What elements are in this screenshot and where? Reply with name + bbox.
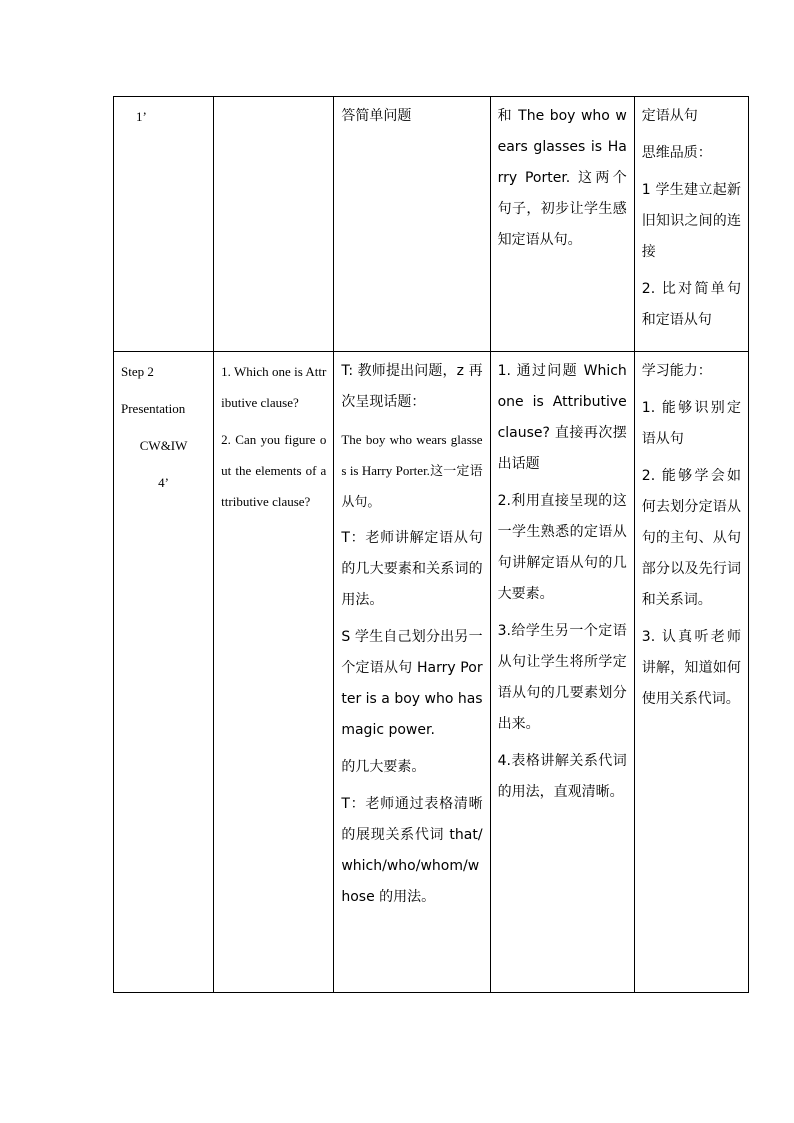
purpose-line: 2.利用直接呈现的这一学生熟悉的定语从句讲解定语从句的几大要素。 bbox=[497, 493, 627, 602]
step-mode: CW&IW bbox=[139, 438, 188, 453]
teacher-question: 1. Which one is Attributive clause? bbox=[221, 364, 327, 410]
activity-line: T: 教师提出问题，z 再次呈现话题： bbox=[341, 363, 483, 410]
step-label: Step 2 bbox=[121, 364, 154, 379]
activity-line: The boy who wears glasses is Harry Porter.这一定语从句。 bbox=[341, 432, 483, 509]
teacher-activity-cell bbox=[214, 97, 334, 352]
purpose-line: 3.给学生另一个定语从句让学生将所学定语从句的几要素划分出来。 bbox=[497, 623, 627, 732]
student-activity-cell bbox=[334, 352, 490, 993]
ability-line: 1. 能够识别定语从句 bbox=[641, 400, 741, 447]
ability-line: 学习能力： bbox=[641, 363, 712, 379]
step-time: 1’ bbox=[136, 109, 147, 124]
activity-line: 的几大要素。 bbox=[341, 759, 426, 775]
step-phase: Presentation bbox=[121, 401, 186, 416]
ability-line: 1 学生建立起新旧知识之间的连接 bbox=[641, 182, 741, 260]
purpose-cell bbox=[490, 97, 634, 352]
student-activity-text: 答简单问题 bbox=[341, 108, 412, 124]
teacher-question: 2. Can you figure out the elements of attributive clause? bbox=[221, 432, 327, 509]
purpose-text: 和 The boy who wears glasses is Harry Porter. 这两个句子，初步让学生感知定语从句。 bbox=[497, 108, 627, 248]
abilities-cell bbox=[634, 352, 748, 993]
table-row bbox=[114, 352, 749, 993]
student-activity-cell bbox=[334, 97, 490, 352]
activity-line: T：老师讲解定语从句的几大要素和关系词的用法。 bbox=[341, 530, 483, 608]
step-cell bbox=[114, 97, 214, 352]
purpose-line: 4.表格讲解关系代词的用法，直观清晰。 bbox=[497, 753, 627, 800]
teacher-activity-cell bbox=[214, 352, 334, 993]
table-row bbox=[114, 97, 749, 352]
step-cell bbox=[114, 352, 214, 993]
activity-line: T：老师通过表格清晰的展现关系代词 that/which/who/whom/whose 的用法。 bbox=[341, 796, 483, 905]
ability-line: 3. 认真听老师讲解，知道如何使用关系代词。 bbox=[641, 629, 741, 707]
purpose-line: 1. 通过问题 Which one is Attributive clause? 直接再次摆出话题 bbox=[497, 363, 627, 472]
abilities-cell bbox=[634, 97, 748, 352]
activity-line: S 学生自己划分出另一个定语从句 Harry Porter is a boy who has magic power. bbox=[341, 629, 483, 738]
ability-line: 2. 能够学会如何去划分定语从句的主句、从句部分以及先行词和关系词。 bbox=[641, 468, 741, 608]
ability-line: 定语从句 bbox=[641, 108, 698, 124]
step-time: 4’ bbox=[158, 475, 169, 490]
purpose-cell bbox=[490, 352, 634, 993]
lesson-plan-table bbox=[113, 96, 749, 993]
ability-line: 2. 比对简单句和定语从句 bbox=[641, 281, 741, 328]
teacher-activity-text bbox=[214, 97, 333, 109]
ability-line: 思维品质： bbox=[641, 145, 712, 161]
